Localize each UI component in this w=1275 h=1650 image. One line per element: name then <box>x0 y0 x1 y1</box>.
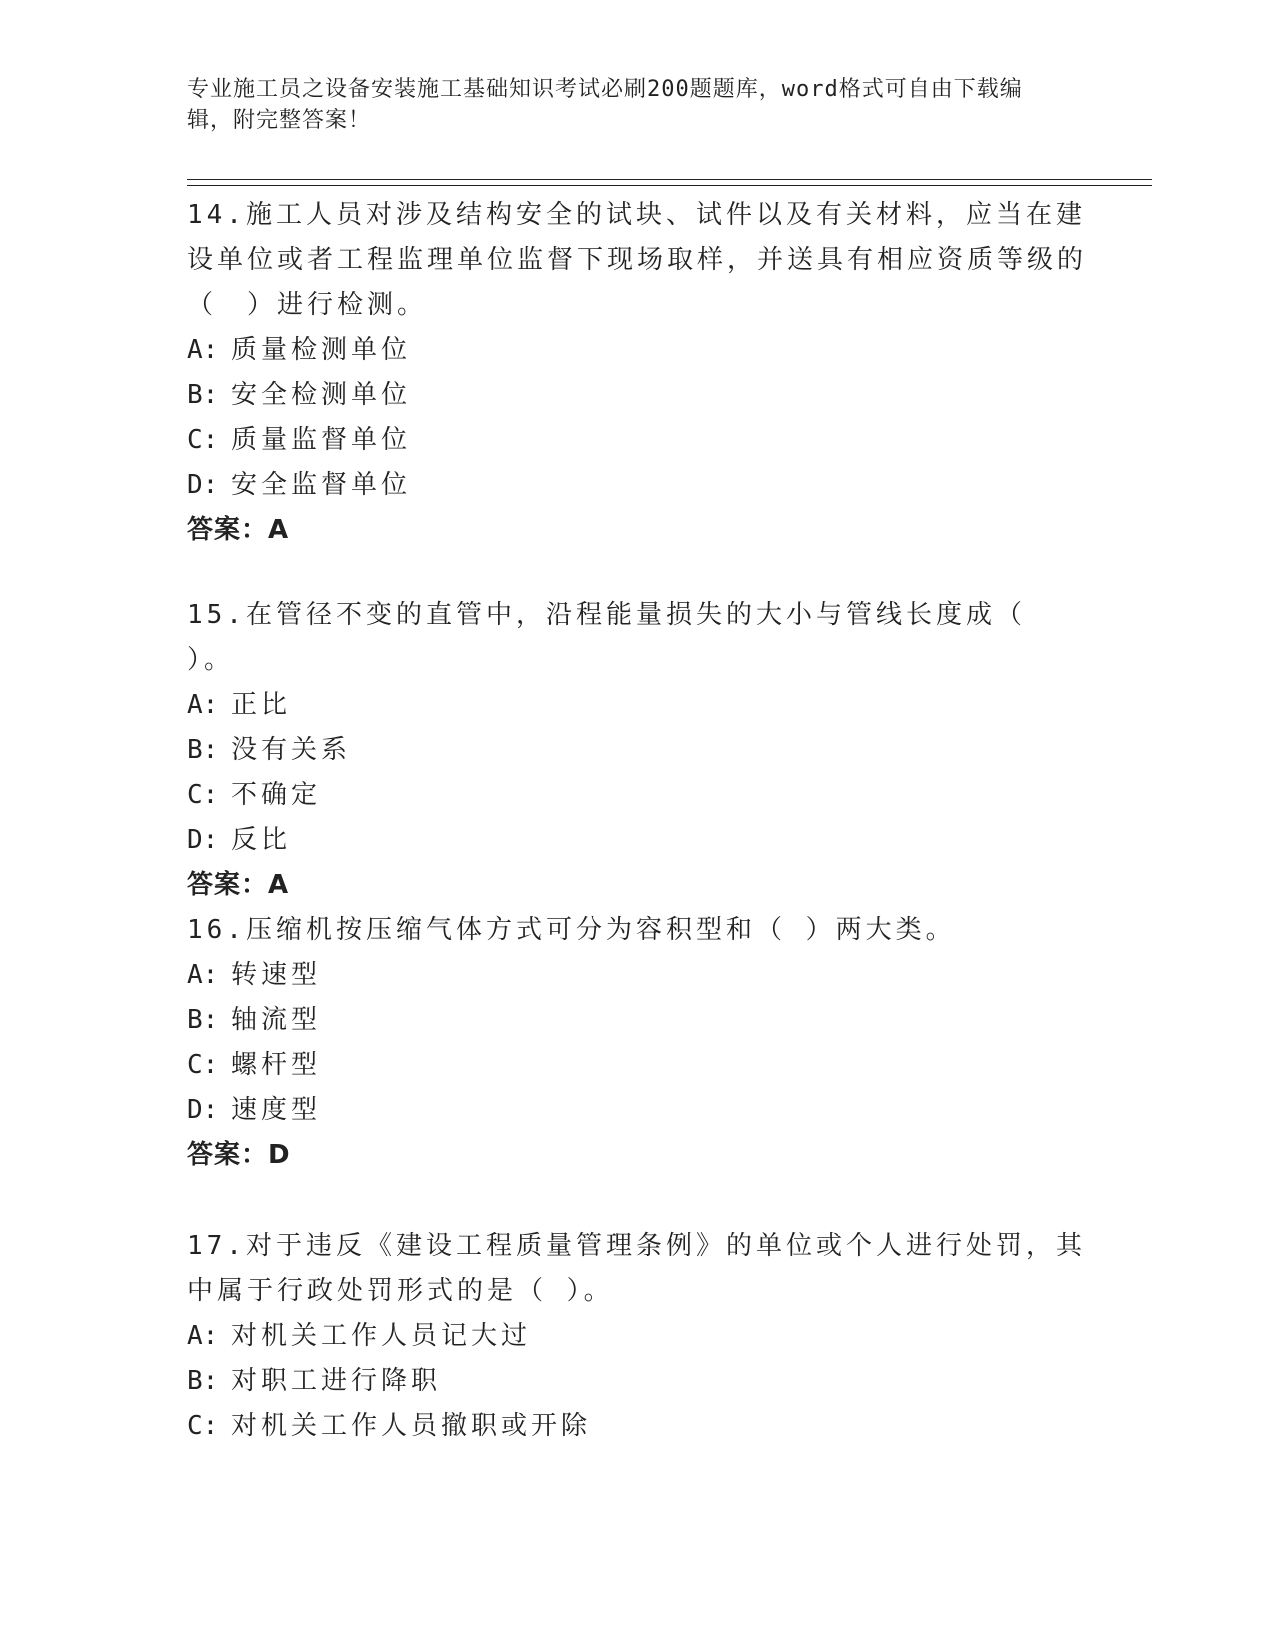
option-letter: A: <box>187 690 219 720</box>
option-text: 速度型 <box>231 1095 322 1125</box>
option-a <box>187 953 1087 998</box>
question-16 <box>187 908 1087 1178</box>
option-a <box>187 1314 1087 1359</box>
question-14 <box>187 193 1087 553</box>
option-b <box>187 373 1087 418</box>
option-text: 安全检测单位 <box>231 380 412 410</box>
option-a <box>187 683 1087 728</box>
option-c <box>187 418 1087 463</box>
option-d <box>187 818 1087 863</box>
option-text: 质量检测单位 <box>231 335 412 365</box>
option-text: 没有关系 <box>231 735 352 765</box>
option-letter: C: <box>187 1050 219 1080</box>
option-c <box>187 1043 1087 1088</box>
question-stem: 14.施工人员对涉及结构安全的试块、试件以及有关材料，应当在建设单位或者工程监理单位监督下现场取样，并送具有相应资质等级的（ ）进行检测。 <box>187 200 1088 320</box>
question-stem: 15.在管径不变的直管中，沿程能量损失的大小与管线长度成（ ）。 <box>187 600 1026 675</box>
option-text: 对机关工作人员撤职或开除 <box>231 1411 592 1441</box>
option-letter: C: <box>187 780 219 810</box>
option-b <box>187 1359 1087 1404</box>
option-letter: D: <box>187 470 219 500</box>
answer-line: 答案：D <box>187 1140 291 1170</box>
header-divider <box>187 179 1152 186</box>
option-a <box>187 328 1087 373</box>
option-letter: C: <box>187 425 219 455</box>
option-b <box>187 728 1087 773</box>
option-letter: B: <box>187 1005 219 1035</box>
question-stem: 17.对于违反《建设工程质量管理条例》的单位或个人进行处罚，其中属于行政处罚形式的是（ ）。 <box>187 1231 1086 1306</box>
option-text: 对职工进行降职 <box>231 1366 442 1396</box>
option-c <box>187 1404 1087 1449</box>
option-c <box>187 773 1087 818</box>
option-text: 轴流型 <box>231 1005 322 1035</box>
answer-line: 答案：A <box>187 515 290 545</box>
document-header: 专业施工员之设备安装施工基础知识考试必刷200题题库，word格式可自由下载编辑，附完整答案！ <box>187 77 1023 133</box>
question-15 <box>187 593 1087 908</box>
option-b <box>187 998 1087 1043</box>
option-letter: A: <box>187 960 219 990</box>
option-text: 螺杆型 <box>231 1050 322 1080</box>
option-letter: C: <box>187 1411 219 1441</box>
option-letter: B: <box>187 735 219 765</box>
question-17 <box>187 1224 1087 1449</box>
option-letter: D: <box>187 825 219 855</box>
option-d <box>187 1088 1087 1133</box>
option-text: 不确定 <box>231 780 322 810</box>
option-text: 转速型 <box>231 960 322 990</box>
option-text: 反比 <box>231 825 292 855</box>
option-d <box>187 463 1087 508</box>
option-letter: B: <box>187 1366 219 1396</box>
option-letter: D: <box>187 1095 219 1125</box>
option-letter: A: <box>187 335 219 365</box>
question-stem: 16.压缩机按压缩气体方式可分为容积型和（ ）两大类。 <box>187 915 956 945</box>
option-text: 质量监督单位 <box>231 425 412 455</box>
option-letter: B: <box>187 380 219 410</box>
option-letter: A: <box>187 1321 219 1351</box>
option-text: 正比 <box>231 690 292 720</box>
answer-line: 答案：A <box>187 870 290 900</box>
option-text: 对机关工作人员记大过 <box>231 1321 532 1351</box>
option-text: 安全监督单位 <box>231 470 412 500</box>
